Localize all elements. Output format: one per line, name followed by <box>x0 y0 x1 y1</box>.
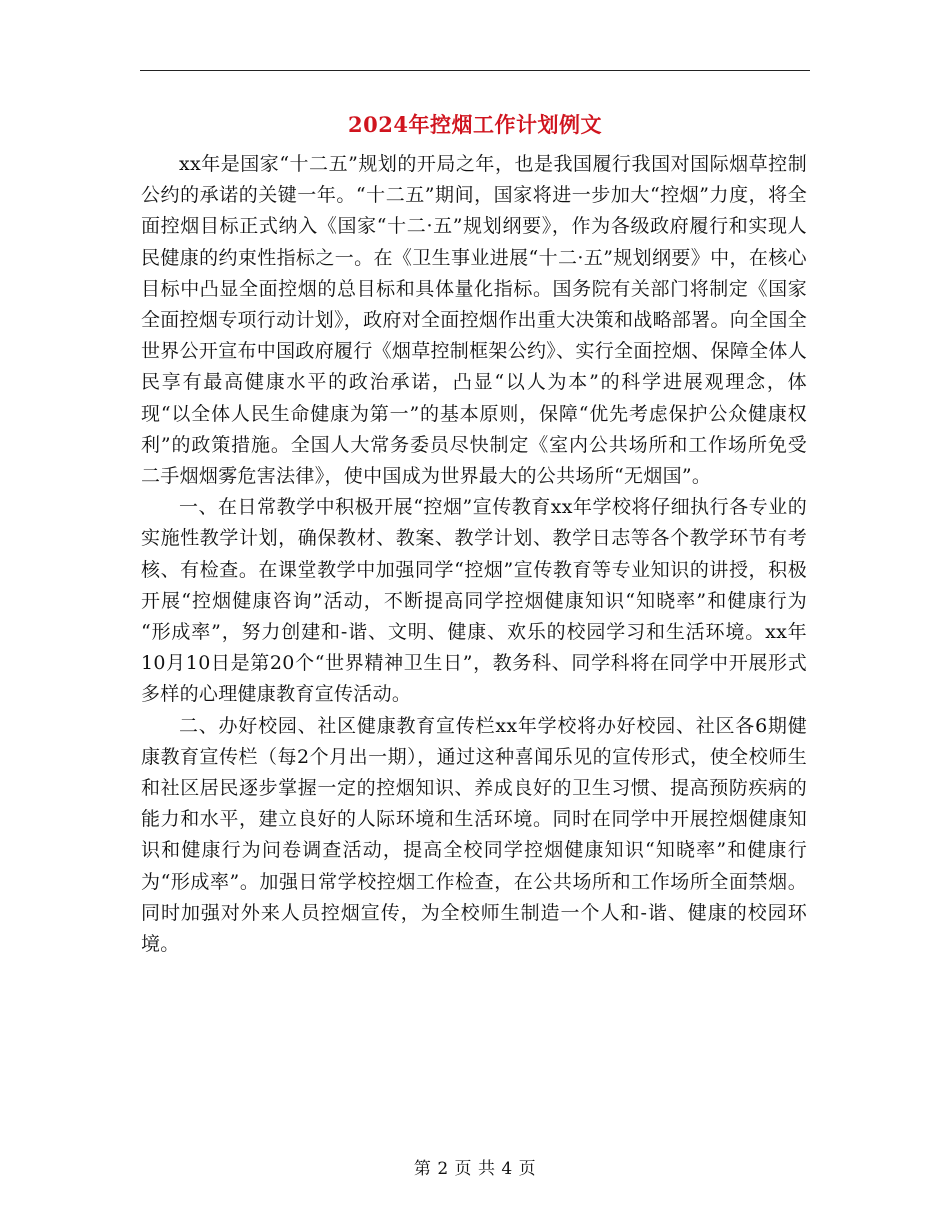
document-title: 2024年控烟工作计划例文 <box>348 112 602 137</box>
document-body <box>141 149 807 960</box>
page-number: 第 2 页 共 4 页 <box>413 1159 537 1179</box>
paragraph-intro: xx年是国家“十二五”规划的开局之年，也是我国履行我国对国际烟草控制公约的承诺的关键一年。“十二五”期间，国家将进一步加大“控烟”力度，将全面控烟目标正式纳入《国家“十二·五”规划纲要》，作为各级政府履行和实现人民健康的约束性指标之一。在《卫生事业进展“十二·五”规划纲要》中，在核心目标中凸显全面控烟的总目标和具体量化指标。国务院有关部门将制定《国家全面控烟专项行动计划》，政府对全面控烟作出重大决策和战略部署。向全国全世界公开宣布中国政府履行《烟草控制框架公约》、实行全面控烟、保障全体人民享有最高健康水平的政治承诺，凸显“以人为本”的科学进展观理念，体现“以全体人民生命健康为第一”的基本原则，保障“优先考虑保护公众健康权利”的政策措施。全国人大常务委员尽快制定《室内公共场所和工作场所免受二手烟烟雾危害法律》，使中国成为世界最大的公共场所“无烟国”。 <box>141 153 808 488</box>
paragraph-section-2: 二、办好校园、社区健康教育宣传栏xx年学校将办好校园、社区各6期健康教育宣传栏（每2个月出一期），通过这种喜闻乐见的宣传形式，使全校师生和社区居民逐步掌握一定的控烟知识、养成良好的卫生习惯、提高预防疾病的能力和水平，建立良好的人际环境和生活环境。同时在同学中开展控烟健康知识和健康行为问卷调查活动，提高全校同学控烟健康知识“知晓率”和健康行为“形成率”。加强日常学校控烟工作检查，在公共场所和工作场所全面禁烟。同时加强对外来人员控烟宣传，为全校师生制造一个人和-谐、健康的校园环境。 <box>141 714 807 956</box>
header-rule <box>140 70 810 71</box>
paragraph-section-1: 一、在日常教学中积极开展“控烟”宣传教育xx年学校将仔细执行各专业的实施性教学计划，确保教材、教案、教学计划、教学日志等各个教学环节有考核、有检查。在课堂教学中加强同学“控烟”宣传教育等专业知识的讲授，积极开展“控烟健康咨询”活动，不断提高同学控烟健康知识“知晓率”和健康行为 “形成率”，努力创建和-谐、文明、健康、欢乐的校园学习和生活环境。xx年10月10日是第20个“世界精神卫生日”，教务科、同学科将在同学中开展形式多样的心理健康教育宣传活动。 <box>141 496 807 706</box>
